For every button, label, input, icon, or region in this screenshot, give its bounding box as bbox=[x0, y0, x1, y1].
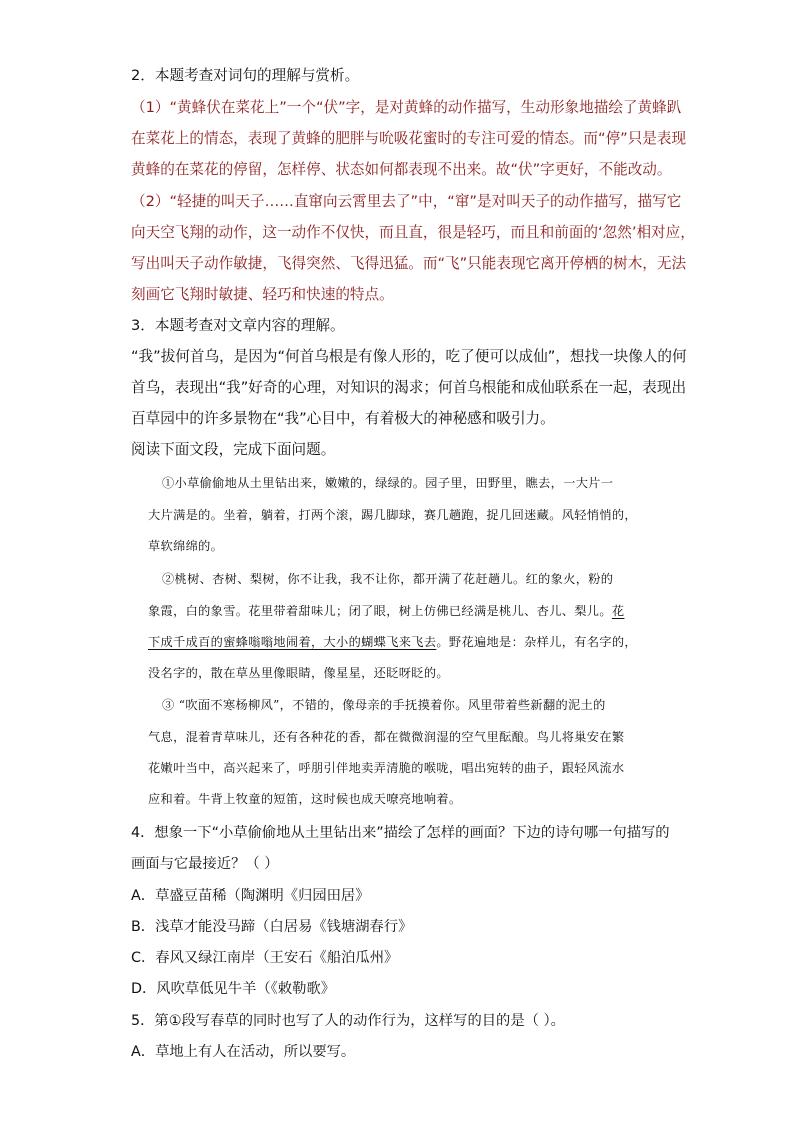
q2-title: 2．本题考查对词句的理解与赏析。 bbox=[131, 67, 360, 84]
passage-p2-line: ②桃树、杏树、梨树，你不让我，我不让你，都开满了花赶趟儿。红的象火，粉的 bbox=[162, 572, 614, 586]
q3-answer-line: 百草园中的许多景物在“我”心目中，有着极大的神秘感和吸引力。 bbox=[131, 410, 555, 427]
passage-p3-line: 气息，混着青草味儿，还有各种花的香，都在微微润湿的空气里酝酿。鸟儿将巢安在繁 bbox=[148, 730, 625, 744]
q2-answer-2-line: 写出叫天子动作敏捷，飞得突然、飞得迅猛。而“飞”只能表现它离开停栖的树木，无法 bbox=[131, 255, 687, 272]
q4-option-a: A．草盛豆苗稀（陶渊明《归园田居》 bbox=[131, 888, 370, 904]
q3-answer-line: 首乌，表现出“我”好奇的心理，对知识的渴求；何首乌根能和成仙联系在一起，表现出 bbox=[131, 379, 687, 396]
q5-stem: 5．第①段写春草的同时也写了人的动作行为，这样写的目的是（ ）。 bbox=[131, 1013, 565, 1029]
q2-answer-1-line: （1）“黄蜂伏在菜花上”一个“伏”字，是对黄蜂的动作描写，生动形象地描绘了黄蜂趴 bbox=[131, 99, 682, 116]
passage-p1-line: 大片满是的。坐着，躺着，打两个滚，踢几脚球，赛几趟跑，捉几回迷藏。风轻悄悄的， bbox=[148, 508, 637, 522]
q4-stem-line: 4．想象一下“小草偷偷地从土里钻出来”描绘了怎样的画面？下边的诗句哪一句描写的 bbox=[131, 825, 670, 841]
q3-title: 3．本题考查对文章内容的理解。 bbox=[131, 317, 345, 334]
underlined-text: 花 bbox=[611, 604, 625, 618]
q2-answer-2-line: （2）“轻捷的叫天子……直窜向云霄里去了”中，“窜”是对叫天子的动作描写，描写它 bbox=[131, 193, 682, 210]
q5-option-a: A．草地上有人在活动，所以要写。 bbox=[131, 1044, 356, 1060]
passage-p2-line: 下成千成百的蜜蜂嗡嗡地闹着，大小的蝴蝶飞来飞去。野花遍地是：杂样儿，有名字的， bbox=[148, 635, 637, 649]
underlined-text: 下成千成百的蜜蜂嗡嗡地闹着，大小的蝴蝶飞来飞去 bbox=[148, 635, 437, 649]
passage-p2-line: 象霞，白的象雪。花里带着甜味儿；闭了眼，树上仿佛已经满是桃儿、杏儿、梨儿。花 bbox=[148, 604, 625, 618]
passage-p1-line: 草软绵绵的。 bbox=[148, 539, 224, 553]
passage-p3-line: 花嫩叶当中，高兴起来了，呼朋引伴地卖弄清脆的喉咙，唱出宛转的曲子，跟轻风流水 bbox=[148, 761, 625, 775]
q2-answer-1-line: 在菜花上的情态，表现了黄蜂的肥胖与吮吸花蜜时的专注可爱的情态。而“停”只是表现 bbox=[131, 130, 687, 147]
q2-answer-2-line: 刻画它飞翔时敏捷、轻巧和快速的特点。 bbox=[131, 286, 394, 303]
q4-option-c: C．春风又绿江南岸（王安石《船泊瓜州》 bbox=[131, 950, 399, 966]
passage-p3-line: 应和着。牛背上牧童的短笛，这时候也成天嘹亮地响着。 bbox=[148, 792, 462, 806]
passage-p3-line: ③ “吹面不寒杨柳风”，不错的，像母亲的手抚摸着你。风里带着些新翻的泥土的 bbox=[162, 698, 606, 712]
q2-answer-1-line: 黄蜂的在菜花的停留，怎样停、状态如何都表现不出来。故“伏”字更好，不能改动。 bbox=[131, 161, 672, 178]
q2-answer-2-line: 向天空飞翔的动作，这一动作不仅快，而且直，很是轻巧，而且和前面的‘忽然’相对应， bbox=[131, 224, 695, 241]
q3-answer-line: “我”拔何首乌，是因为“何首乌根是有像人形的，吃了便可以成仙”，想找一块像人的何 bbox=[131, 348, 687, 365]
q4-stem-line: 画面与它最接近？（ ） bbox=[131, 856, 279, 872]
passage-p1-line: ①小草偷偷地从土里钻出来，嫩嫩的，绿绿的。园子里，田野里，瞧去，一大片一 bbox=[162, 476, 614, 490]
passage-p2-line: 没名字的，散在草丛里像眼睛，像星星，还眨呀眨的。 bbox=[148, 666, 449, 680]
q4-option-b: B．浅草才能没马蹄（白居易《钱塘湖春行》 bbox=[131, 919, 413, 935]
reading-instruction: 阅读下面文段，完成下面问题。 bbox=[131, 441, 336, 458]
q4-option-d: D．风吹草低见牛羊（《敕勒歌》 bbox=[131, 981, 336, 997]
